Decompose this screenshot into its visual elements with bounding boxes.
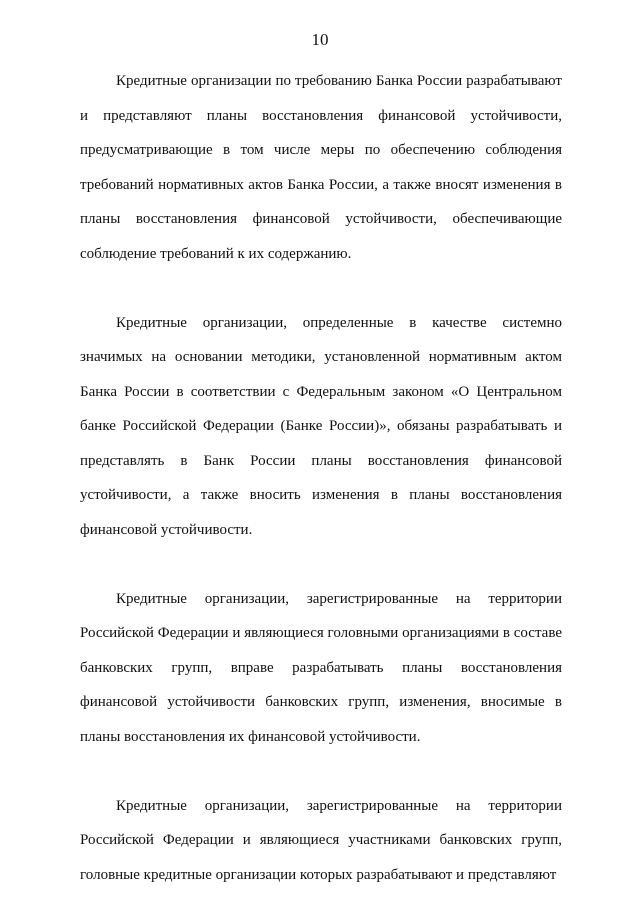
paragraph-banking-group-heads: Кредитные организации, зарегистрированные на территории Российской Федерации и являющиеся головными организациями в составе банковских групп, вправе разрабатывать планы восстановления финансовой устойчивости банковских групп, изменения, вносимые в планы восстановления их финансовой устойчивости. xyxy=(80,590,562,745)
page-number: 10 xyxy=(311,30,329,49)
body-text xyxy=(80,64,562,892)
paragraph-recovery-plans-on-request: Кредитные организации по требованию Банка России разрабатывают и представляют планы восстановления финансовой устойчивости, предусматривающие в том числе меры по обеспечению соблюдения требований нормативных актов Банка России, а также вносят изменения в планы восстановления финансовой устойчивости, обеспечивающие соблюдение требований к их содержанию. xyxy=(80,73,562,262)
paragraph-systemically-important: Кредитные организации, определенные в качестве системно значимых на основании методики, установленной нормативным актом Банка России в соответствии с Федеральным законом «О Центральном банке Российской Федерации (Банке России)», обязаны разрабатывать и представлять в Банк России планы восстановления финансовой устойчивости, а также вносить изменения в планы восстановления финансовой устойчивости. xyxy=(80,314,562,538)
paragraph-banking-group-members: Кредитные организации, зарегистрированные на территории Российской Федерации и являющиеся участниками банковских групп, головные кредитные организации которых разрабатывают и представляют xyxy=(80,797,562,883)
